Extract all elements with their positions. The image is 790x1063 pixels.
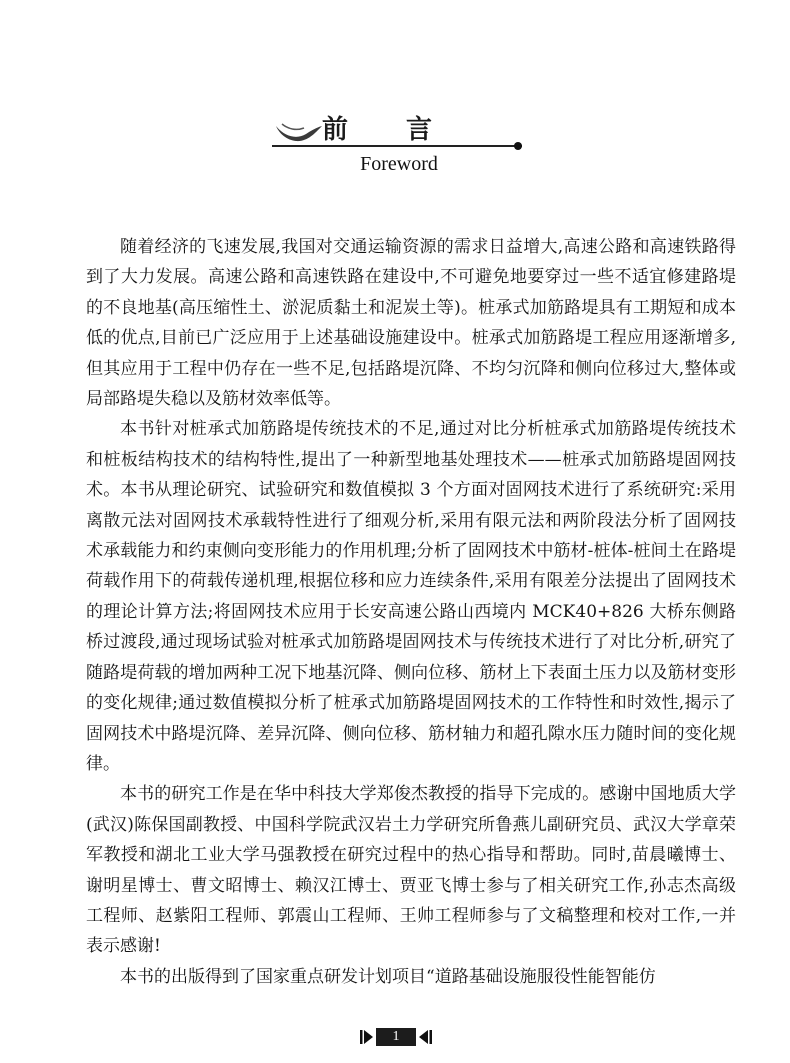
swallow-logo-icon xyxy=(272,114,324,144)
page-subtitle: Foreword xyxy=(360,153,438,175)
paragraph: 本书的研究工作是在华中科技大学郑俊杰教授的指导下完成的。感谢中国地质大学(武汉)陈保国副教授、中国科学院武汉岩土力学研究所鲁燕儿副研究员、武汉大学章荣军教授和湖北工业大学马强教授在研究过程中的热心指导和帮助。同时,苗晨曦博士、谢明星博士、曹文昭博士、赖汉江博士、贾亚飞博士参与了相关研究工作,孙志杰高级工程师、赵紫阳工程师、郭震山工程师、王帅工程师参与了文稿整理和校对工作,一并表示感谢! xyxy=(86,784,736,957)
paragraph: 本书针对桩承式加筋路堤传统技术的不足,通过对比分析桩承式加筋路堤传统技术和桩板结构技术的结构特性,提出了一种新型地基处理技术——桩承式加筋路堤固网技术。本书从理论研究、试验研究和数值模拟 3 个方面对固网技术进行了系统研究:采用离散元法对固网技术承载特性进行了细观分析,采用有限元法和两阶段法分析了固网技术承载能力和约束侧向变形能力的作用机理;分析了固网技术中筋材-桩体-桩间土在路堤荷载作用下的荷载传递机理,根据位移和应力连续条件,采用有限差分法提出了固网技术的理论计算方法;将固网技术应用于长安高速公路山西境内 MCK40+826 大桥东侧路桥过渡段,通过现场试验对桩承式加筋路堤固网技术与传统技术进行了对比分析,研究了随路堤荷载的增加两种工况下地基沉降、侧向位移、筋材上下表面土压力以及筋材变形的变化规律;通过数值模拟分析了桩承式加筋路堤固网技术的工作特性和时效性,揭示了固网技术中路堤沉降、差异沉降、侧向位移、筋材轴力和超孔隙水压力随时间的变化规律。 xyxy=(86,419,736,774)
chapter-header xyxy=(272,108,524,178)
title-underline xyxy=(272,145,522,147)
paragraph: 随着经济的飞速发展,我国对交通运输资源的需求日益增大,高速公路和高速铁路得到了大力发展。高速公路和高速铁路在建设中,不可避免地要穿过一些不适宜修建路堤的不良地基(高压缩性土、淤泥质黏土和泥炭土等)。桩承式加筋路堤具有工期短和成本低的优点,目前已广泛应用于上述基础设施建设中。桩承式加筋路堤工程应用逐渐增多,但其应用于工程中仍存在一些不足,包括路堤沉降、不均匀沉降和侧向位移过大,整体或局部路堤失稳以及筋材效率低等。 xyxy=(86,237,736,410)
page-title: 前言 xyxy=(322,115,491,145)
arrow-left-icon xyxy=(418,1029,432,1045)
underline-dot xyxy=(514,142,522,150)
page-footer xyxy=(360,1026,432,1048)
body-text xyxy=(86,232,736,992)
page-number: 1 xyxy=(376,1028,416,1046)
paragraph: 本书的出版得到了国家重点研发计划项目“道路基础设施服役性能智能仿 xyxy=(120,966,656,987)
arrow-right-icon xyxy=(360,1029,374,1045)
